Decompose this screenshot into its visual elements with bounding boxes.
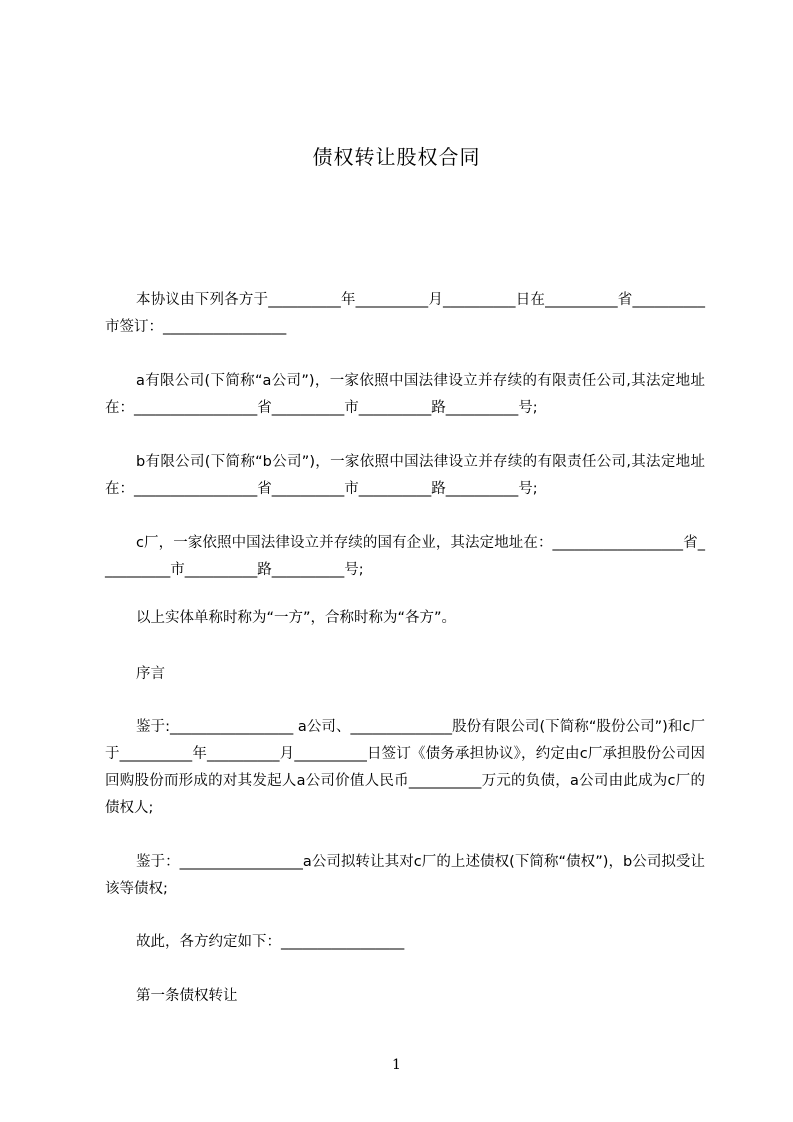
section-heading-article-1: 第一条债权转让 xyxy=(136,988,238,1004)
paragraph-agreement-intro: 故此，各方约定如下：_________________ xyxy=(136,934,405,950)
paragraph-party-b: b有限公司(下简称“b公司”)，一家依照中国法律设立并存续的有限责任公司,其法定地址在：_________________省__________市__________路__________号; xyxy=(105,454,705,497)
paragraph-whereas-2: 鉴于：_________________a公司拟转让其对c厂的上述债权(下简称“债权”)，b公司拟受让该等债权; xyxy=(105,854,705,897)
document-title: 债权转让股权合同 xyxy=(312,145,481,169)
paragraph-party-a: a有限公司(下简称“a公司”)，一家依照中国法律设立并存续的有限责任公司,其法定地址在：_________________省__________市__________路__________号; xyxy=(105,373,705,416)
page-number: 1 xyxy=(392,1057,401,1073)
paragraph-whereas-1: 鉴于:_________________ a公司、______________股份有限公司(下简称“股份公司”)和c厂于__________年__________月__________日签订《债务承担协议》，约定由c厂承担股份公司因回购股份而形成的对其发起人a公司价值人民币__________万元的负债，a公司由此成为c厂的债权人; xyxy=(105,719,705,816)
section-heading-preamble: 序言 xyxy=(136,666,165,682)
paragraph-definitions: 以上实体单称时称为“一方”，合称时称为“各方”。 xyxy=(136,610,457,626)
paragraph-signing-info: 本协议由下列各方于__________年__________月__________日在__________省__________市签订：_________________ xyxy=(105,292,705,335)
paragraph-party-c: c厂，一家依照中国法律设立并存续的国有企业，其法定地址在：__________________省__________市__________路__________号; xyxy=(105,535,705,578)
